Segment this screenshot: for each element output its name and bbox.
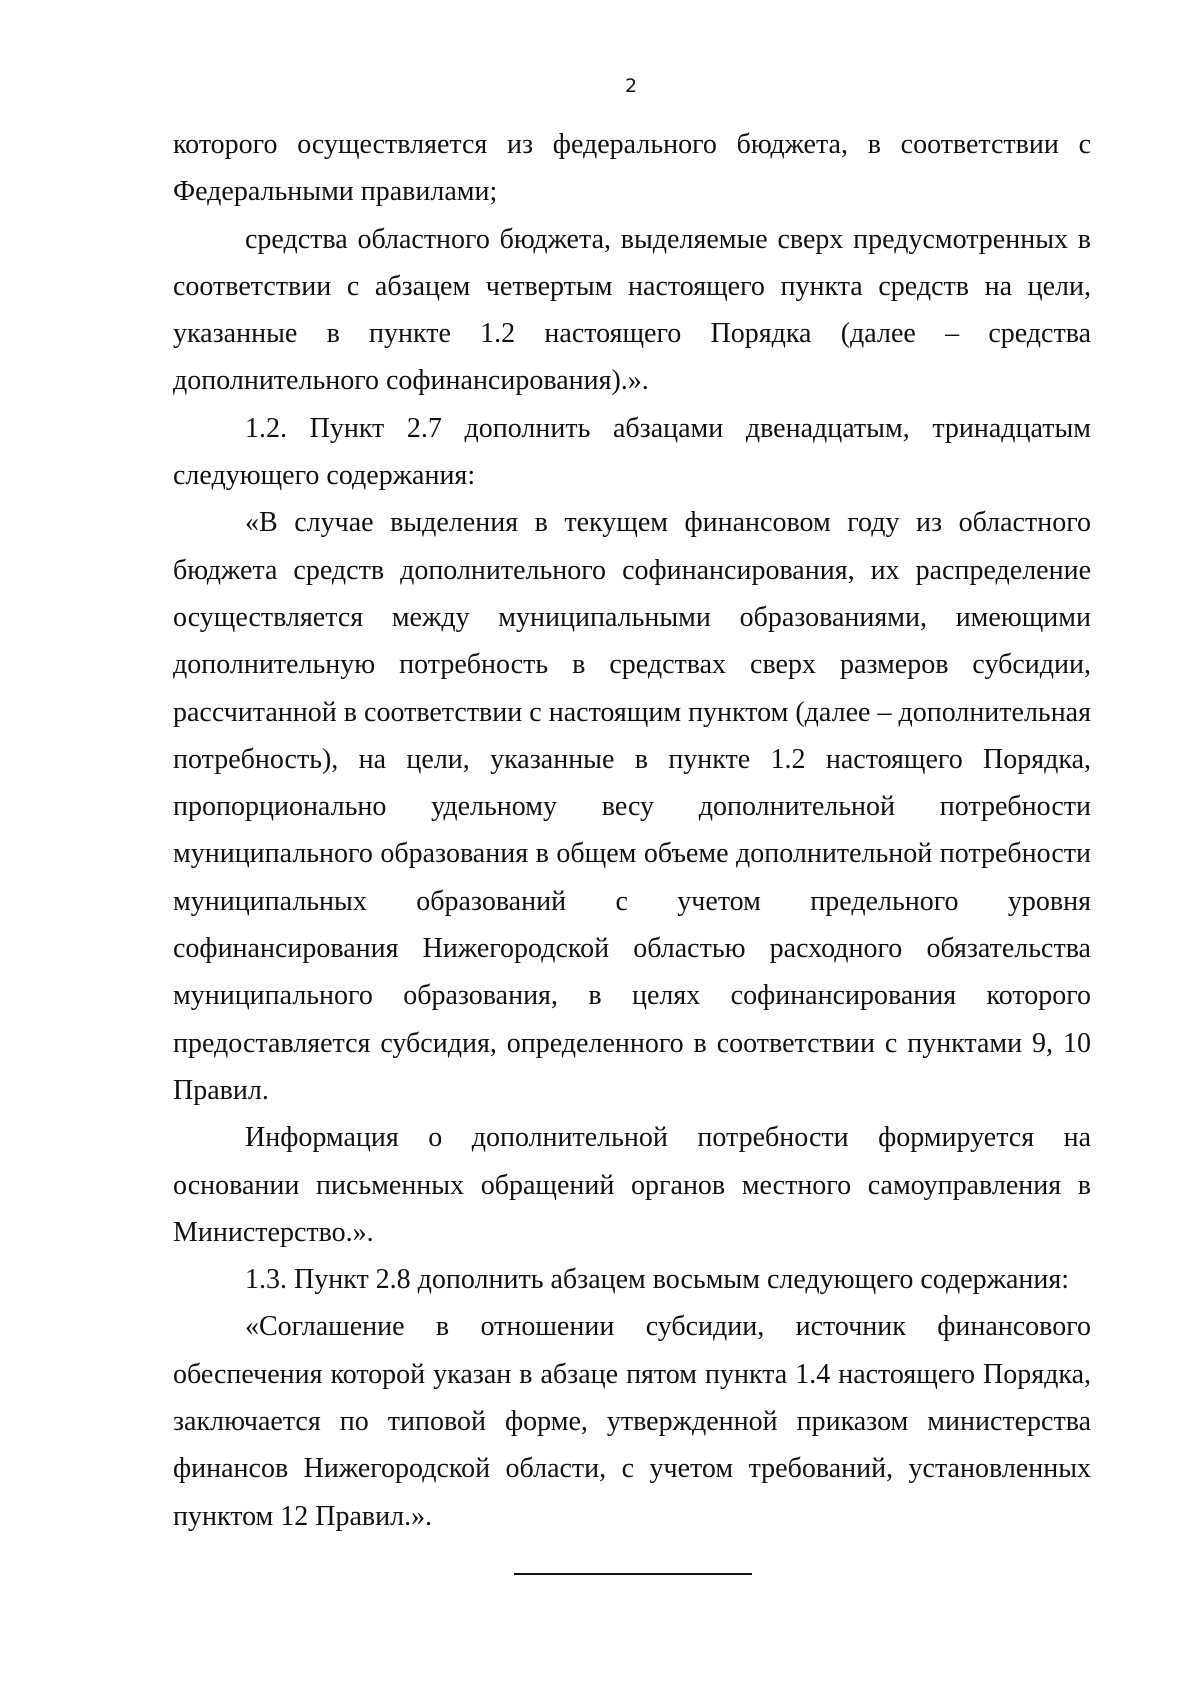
paragraph-continuation: которого осуществляется из федерального бюджета, в соответствии с Федеральными правилами; — [173, 129, 1091, 208]
document-body — [173, 121, 1091, 1540]
paragraph-additional-cofinancing-definition: средства областного бюджета, выделяемые сверх предусмотренных в соответствии с абзацем четвертым настоящего пункта средств на цели, указанные в пункте 1.2 настоящего Порядка (далее – средства дополнительного софинансирования).». — [173, 223, 1091, 397]
paragraph-distribution-rule: «В случае выделения в текущем финансовом году из областного бюджета средств дополнительного софинансирования, их распределение осуществляется между муниципальными образованиями, имеющими дополнительную потребность в средствах сверх размеров субсидии, рассчитанной в соответствии с настоящим пунктом (далее – дополнительная потребность), на цели, указанные в пункте 1.2 настоящего Порядка, пропорционально удельному весу дополнительной потребности муниципального образования в общем объеме дополнительной потребности муниципальных образований с учетом предельного уровня софинансирования Нижегородской областью расходного обязательства муниципального образования, в целях софинансирования которого предоставляется субсидия, определенного в соответствии с пунктами 9, 10 Правил. — [173, 507, 1091, 1106]
paragraph-item-1-3: 1.3. Пункт 2.8 дополнить абзацем восьмым следующего содержания: — [245, 1264, 1070, 1296]
paragraph-need-information: Информация о дополнительной потребности формируется на основании письменных обращений органов местного самоуправления в Министерство.». — [173, 1122, 1091, 1248]
paragraph-agreement: «Соглашение в отношении субсидии, источник финансового обеспечения которой указан в абзаце пятом пункта 1.4 настоящего Порядка, заключается по типовой форме, утвержденной приказом министерства финансов Нижегородской области, с учетом требований, установленных пунктом 12 Правил.». — [173, 1311, 1091, 1532]
paragraph-item-1-2: 1.2. Пункт 2.7 дополнить абзацами двенадцатым, тринадцатым следующего содержания: — [173, 412, 1091, 492]
end-of-document-rule — [514, 1573, 752, 1575]
page-number: 2 — [624, 75, 638, 97]
